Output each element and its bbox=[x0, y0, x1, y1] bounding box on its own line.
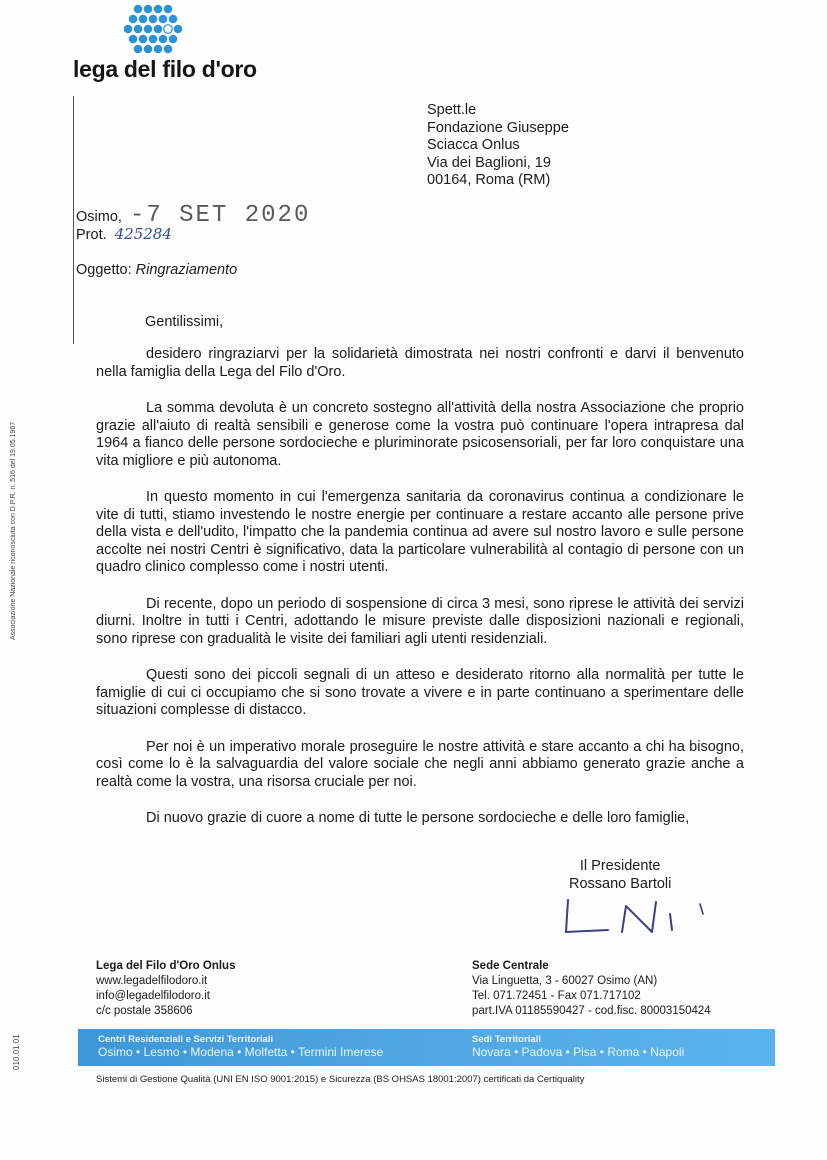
document-code: 010.01.01 bbox=[12, 1034, 21, 1070]
territorial-offices bbox=[472, 1033, 684, 1059]
paragraph: Di recente, dopo un periodo di sospensione di circa 3 mesi, sono riprese le attività dei servizi diurni. Inoltre in tutti i Centri, adottando le misure previste dalle disposizioni nazionali e regionali, sono riprese con gradualità le visite dei familiari agli utenti residenziali. bbox=[96, 595, 744, 647]
brand-name: lega del filo d'oro bbox=[73, 56, 257, 82]
legal-side-note: Associazione Nazionale riconosciuta con D.P.R. n. 516 del 19.05.1967 bbox=[10, 421, 17, 640]
margin-rule bbox=[73, 96, 74, 344]
residential-centers bbox=[98, 1033, 383, 1059]
signature-block bbox=[569, 857, 671, 893]
signature-name: Rossano Bartoli bbox=[569, 876, 672, 892]
prot-label: Prot. bbox=[76, 227, 107, 243]
paragraph: La somma devoluta è un concreto sostegno all'attività della nostra Associazione che proprio grazie all'aiuto di realtà sensibili e generose come la vostra può continuare l'opera intrapresa dal 1964 a fianco delle persone sordocieche e pluriminorate psicosensoriali, per far loro conquistare una vita migliore e più autonoma. bbox=[96, 400, 744, 469]
signature-role: Il Presidente bbox=[579, 858, 661, 874]
band-right-title: Sedi Territoriali bbox=[472, 1034, 541, 1045]
footer-hq-tax: part.IVA 01185590427 - cod.fisc. 80003150424 bbox=[472, 1005, 711, 1017]
paragraph: Di nuovo grazie di cuore a nome di tutte le persone sordocieche e delle loro famiglie, bbox=[146, 810, 690, 826]
subject-value: Ringraziamento bbox=[135, 262, 238, 278]
place-label: Osimo, bbox=[76, 209, 122, 225]
certifications-note: Sistemi di Gestione Qualità (UNI EN ISO 9001:2015) e Sicurezza (BS OHSAS 18001:2007) certificati da Certiquality bbox=[96, 1074, 585, 1085]
footer-headquarters bbox=[472, 959, 711, 1019]
recipient-line: Sciacca Onlus bbox=[427, 137, 520, 153]
date-stamp: -7 SET 2020 bbox=[129, 202, 311, 229]
letter-body bbox=[96, 346, 744, 847]
footer-hq-phone: Tel. 071.72451 - Fax 071.717102 bbox=[472, 990, 641, 1002]
prot-number: 425284 bbox=[114, 225, 172, 243]
paragraph: In questo momento in cui l'emergenza sanitaria da coronavirus continua a condizionare le vite di tutti, stiamo investendo le nostre energie per continuare a restare accanto alle persone prive della vista e dell'udito, l'impatto che la pandemia continua ad avere sul nostro lavoro e sulle persone accolte nei nostri Centri è significativo, data la particolare vulnerabilità al contagio di persone con un quadro clinico complesso come i nostri utenti. bbox=[96, 489, 744, 575]
footer-contacts bbox=[96, 959, 235, 1019]
paragraph: Per noi è un imperativo morale proseguire le nostre attività e stare accanto a chi ha bisogno, così come lo è la salvaguardia del valore sociale che negli anni abbiamo generato grazie anche a realtà come la vostra, una risorsa cruciale per noi. bbox=[96, 738, 744, 790]
footer-hq-title: Sede Centrale bbox=[472, 960, 549, 972]
footer-website: www.legadelfilodoro.it bbox=[96, 975, 208, 987]
footer-email: info@legadelfilodoro.it bbox=[96, 990, 210, 1002]
recipient-line: Fondazione Giuseppe bbox=[427, 119, 569, 136]
subject-label: Oggetto: bbox=[76, 262, 132, 278]
paragraph: Questi sono dei piccoli segnali di un atteso e desiderato ritorno alla normalità per tutte le famiglie di cui ci occupiamo che si sono trovate a vivere e in parte continuano a sperimentare delle situazioni complesse di distacco. bbox=[96, 667, 744, 718]
band-right-cities: Novara • Padova • Pisa • Roma • Napoli bbox=[472, 1045, 685, 1059]
footer-band bbox=[78, 1029, 775, 1066]
footer-postal-account: c/c postale 358606 bbox=[96, 1005, 193, 1017]
subject-line bbox=[76, 262, 237, 278]
handwritten-signature-icon bbox=[560, 892, 720, 942]
band-left-title: Centri Residenziali e Servizi Territoriali bbox=[98, 1034, 274, 1045]
recipient-line: Via dei Baglioni, 19 bbox=[427, 154, 551, 171]
logo-dots-icon bbox=[124, 4, 188, 54]
band-left-cities: Osimo • Lesmo • Modena • Molfetta • Termini Imerese bbox=[98, 1045, 384, 1059]
recipient-address bbox=[427, 102, 569, 190]
recipient-line: 00164, Roma (RM) bbox=[427, 172, 551, 188]
date-protocol-block bbox=[76, 202, 310, 243]
footer-org: Lega del Filo d'Oro Onlus bbox=[96, 960, 236, 972]
salutation: Gentilissimi, bbox=[145, 314, 224, 330]
paragraph: desidero ringraziarvi per la solidarietà dimostrata nei nostri confronti e darvi il benvenuto nella famiglia della Lega del Filo d'Oro. bbox=[96, 346, 744, 380]
recipient-line: Spett.le bbox=[427, 102, 477, 118]
footer-hq-address: Via Linguetta, 3 - 60027 Osimo (AN) bbox=[472, 975, 658, 987]
